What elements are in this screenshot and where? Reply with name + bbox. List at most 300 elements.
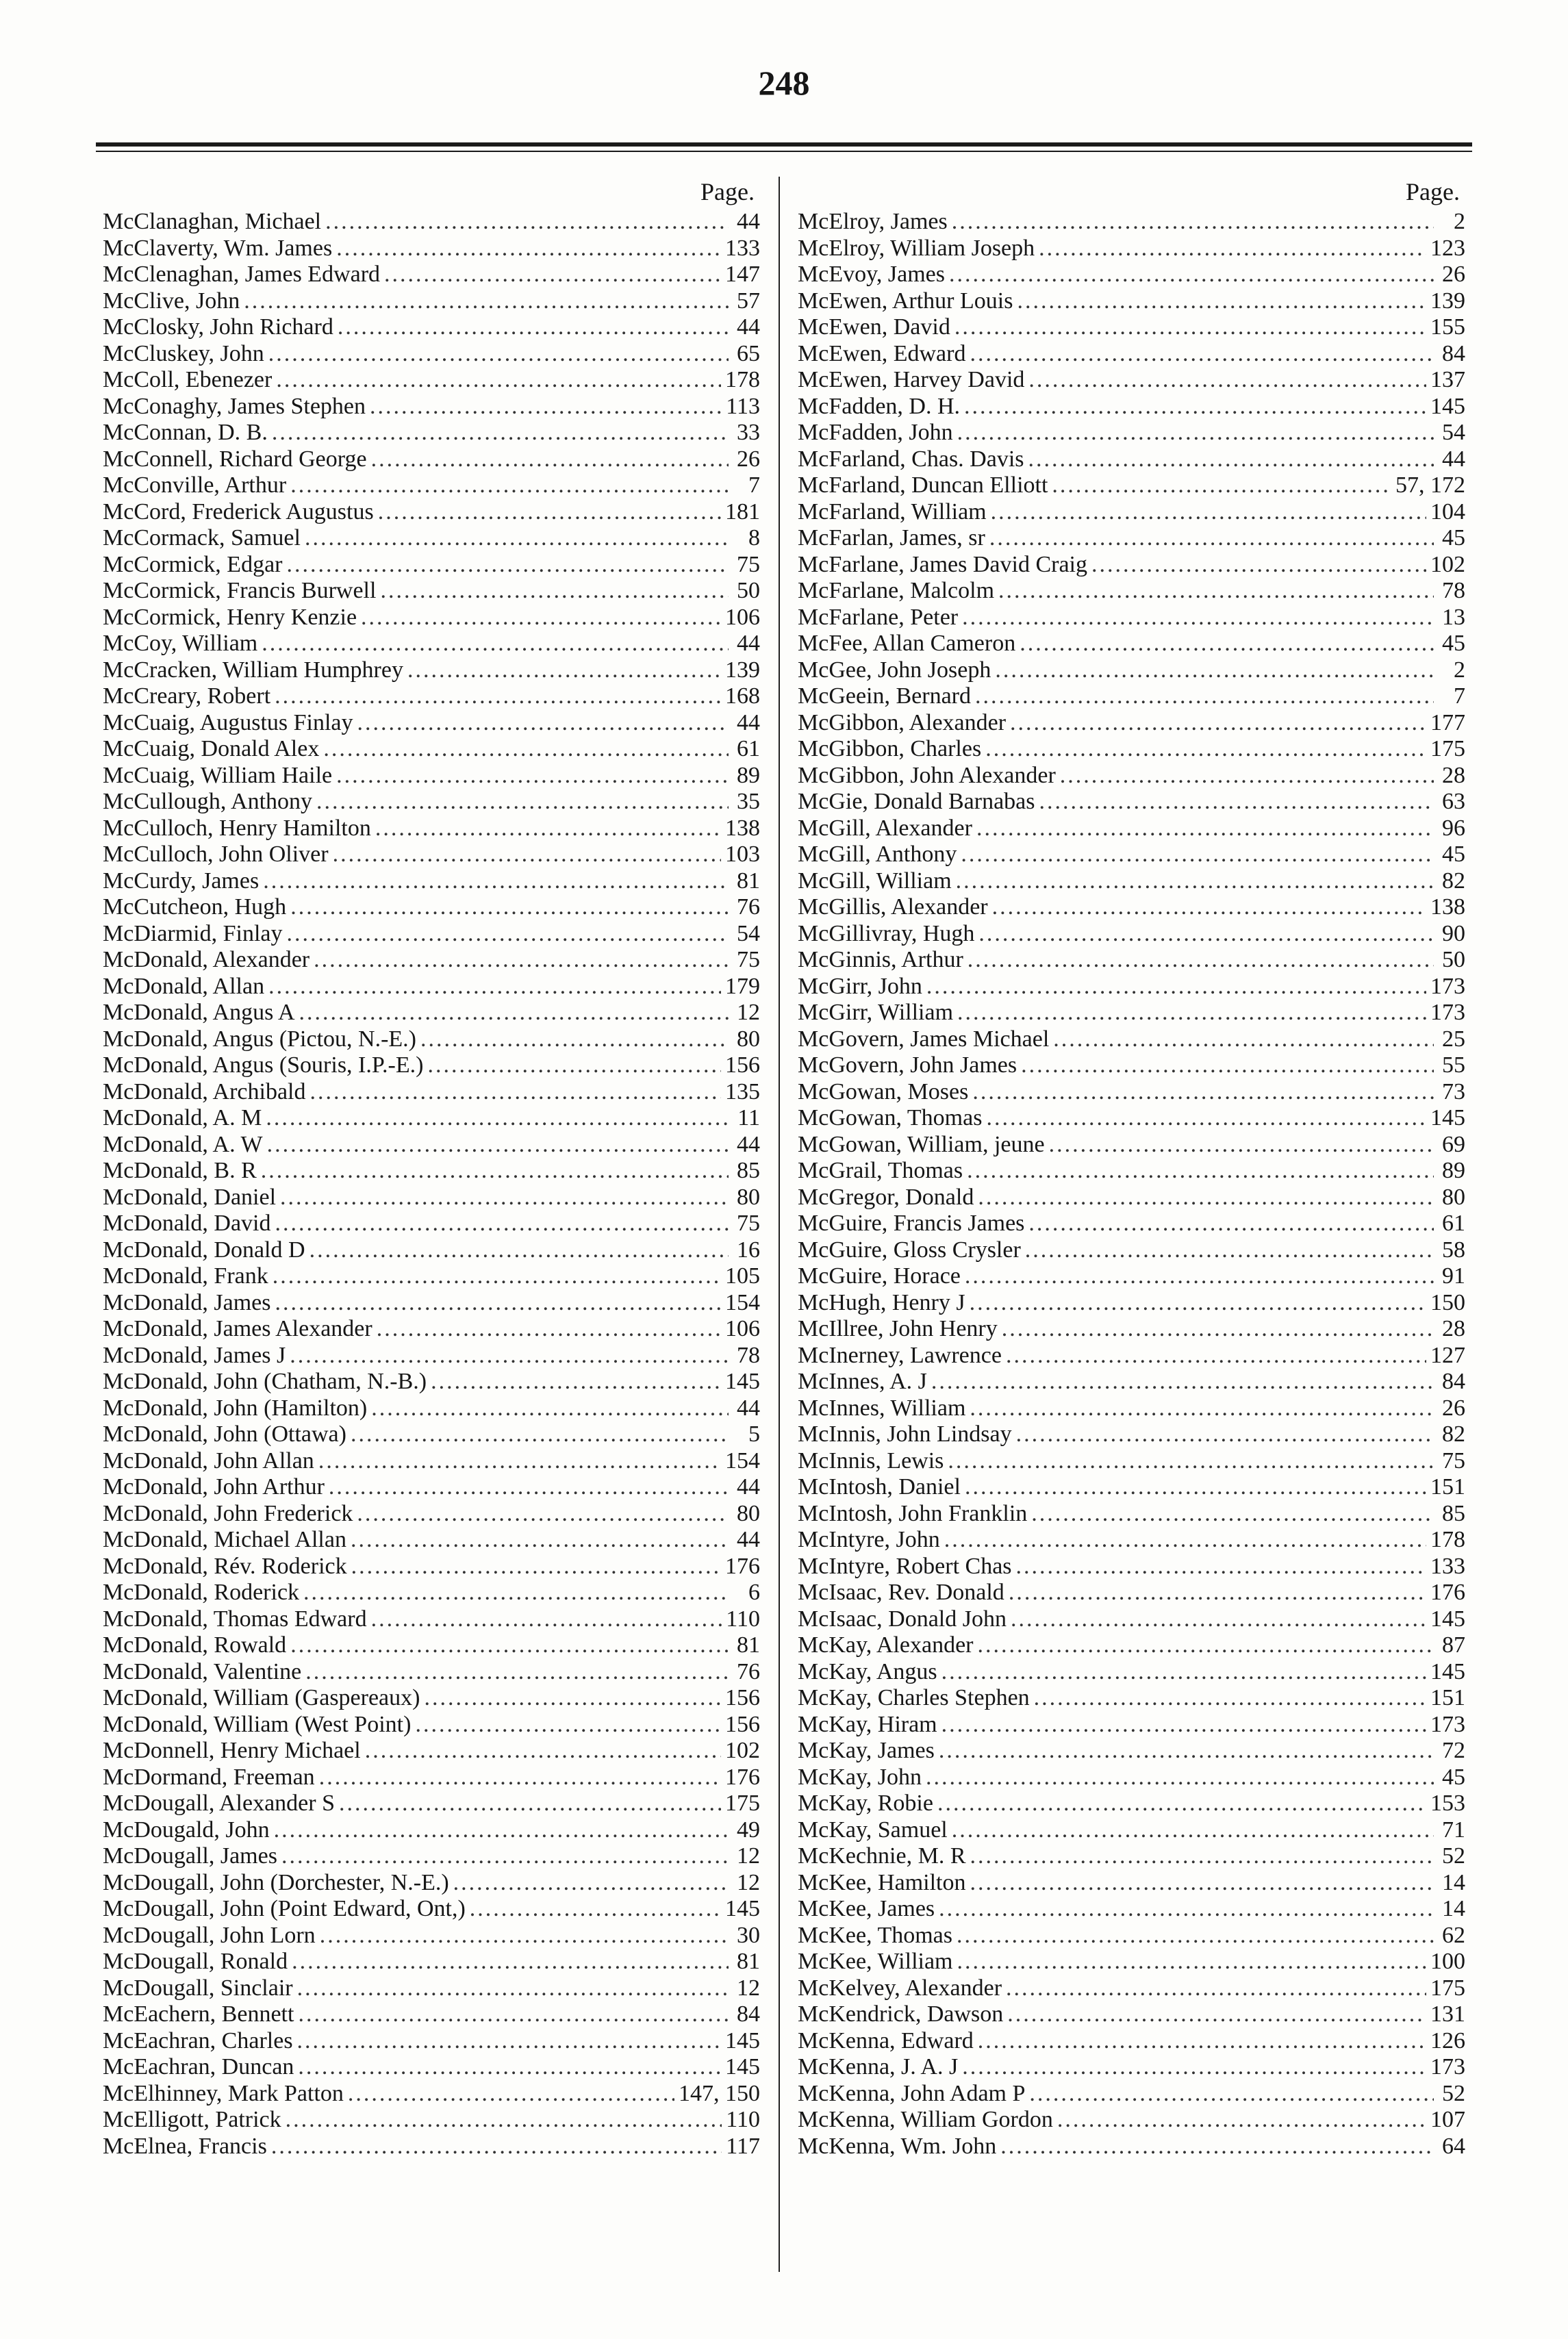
dot-leader [339, 1791, 721, 1817]
entry-name: McDonald, William (West Point) [103, 1711, 412, 1737]
index-entry [103, 1632, 760, 1659]
entry-page: 87 [1442, 1632, 1465, 1658]
entry-page: 106 [725, 604, 760, 630]
entry-name: McConaghy, James Stephen [103, 393, 366, 419]
index-entry [103, 2107, 760, 2134]
entry-page: 26 [1442, 1395, 1465, 1421]
entry-name: McCuaig, Augustus Finlay [103, 709, 353, 735]
entry-name: McKay, Robie [798, 1791, 933, 1816]
dot-leader [274, 1817, 729, 1844]
entry-name: McDonald, John Frederick [103, 1500, 353, 1526]
dot-leader [272, 420, 729, 446]
entry-name: McDonald, John Arthur [103, 1474, 325, 1500]
index-entry [798, 525, 1465, 552]
entry-page: 12 [737, 1975, 760, 2001]
entry-name: McKay, Charles Stephen [798, 1685, 1030, 1710]
entry-page: 175 [1430, 1975, 1465, 2001]
dot-leader [985, 736, 1426, 763]
dot-leader [303, 1580, 729, 1606]
index-entry [103, 1949, 760, 1975]
entry-name: McConville, Arthur [103, 472, 287, 498]
index-entry [798, 1975, 1465, 2002]
entry-name: McFarlan, James, sr [798, 525, 985, 551]
entry-page: 139 [1430, 288, 1465, 314]
index-entry [103, 1211, 760, 1237]
entry-name: McDonald, John (Hamilton) [103, 1395, 368, 1421]
entry-page: 30 [737, 1922, 760, 1948]
index-entry [103, 552, 760, 579]
index-entry [103, 2081, 760, 2108]
entry-page: 44 [737, 314, 760, 340]
index-entry [103, 341, 760, 368]
index-entry [103, 683, 760, 710]
index-entry [103, 894, 760, 921]
index-entry [798, 1659, 1465, 1686]
index-entry [103, 1870, 760, 1897]
index-entry [103, 1554, 760, 1580]
dot-leader [939, 1738, 1434, 1765]
index-entry [798, 947, 1465, 974]
entry-page: 173 [1430, 2054, 1465, 2079]
index-entry [103, 262, 760, 288]
entry-name: McDougall, John (Dorchester, N.-E.) [103, 1869, 449, 1895]
index-entry [798, 209, 1465, 236]
entry-page: 57, 172 [1395, 472, 1465, 498]
index-entry [798, 1791, 1465, 1817]
dot-leader [384, 262, 721, 288]
index-entry [103, 2134, 760, 2160]
entry-name: McKay, Alexander [798, 1632, 974, 1658]
dot-leader [977, 1632, 1434, 1659]
entry-page: 44 [737, 709, 760, 735]
dot-leader [957, 1000, 1426, 1026]
dot-leader [290, 1343, 729, 1369]
entry-page: 178 [725, 367, 760, 392]
entry-name: McKendrick, Dawson [798, 2001, 1004, 2027]
entry-page: 147 [725, 262, 760, 287]
index-entry [798, 1896, 1465, 1923]
index-entry [798, 1632, 1465, 1659]
entry-page: 110 [726, 1606, 760, 1632]
entry-page: 63 [1442, 789, 1465, 814]
index-entry [103, 763, 760, 789]
entry-name: McDonald, Angus A [103, 1000, 295, 1025]
entry-page: 75 [1442, 1447, 1465, 1474]
entry-name: McGeein, Bernard [798, 683, 972, 709]
entry-page: 151 [1430, 1474, 1465, 1500]
entry-name: McEwen, Edward [798, 340, 966, 366]
index-entry [798, 2054, 1465, 2081]
index-entry [798, 1580, 1465, 1606]
entry-name: McGill, Alexander [798, 815, 972, 841]
index-entry [798, 2134, 1465, 2160]
entry-name: McDonald, James Alexander [103, 1316, 372, 1341]
entry-name: McFee, Allan Cameron [798, 631, 1016, 656]
index-entry [103, 1448, 760, 1475]
entry-name: McDougald, John [103, 1817, 270, 1843]
entry-name: McInnis, Lewis [798, 1447, 944, 1474]
entry-page: 44 [737, 1474, 760, 1500]
entry-page: 179 [725, 973, 760, 999]
dot-leader [351, 1554, 721, 1580]
entry-page: 105 [725, 1263, 760, 1289]
entry-page: 181 [725, 498, 760, 524]
dot-leader [427, 1052, 721, 1079]
index-entry [798, 1316, 1465, 1343]
dot-leader [1039, 236, 1426, 262]
index-entry [103, 789, 760, 816]
dot-leader [1025, 1237, 1434, 1264]
entry-page: 28 [1442, 1316, 1465, 1341]
index-entry [798, 1738, 1465, 1765]
entry-page: 84 [1442, 1369, 1465, 1394]
dot-leader [378, 499, 721, 526]
entry-name: McGie, Donald Barnabas [798, 789, 1035, 814]
index-entry [103, 1738, 760, 1765]
dot-leader [275, 1211, 729, 1237]
index-entry [798, 2001, 1465, 2028]
dot-leader [273, 1263, 721, 1290]
dot-leader [267, 1132, 729, 1159]
entry-page: 168 [725, 683, 760, 709]
dot-leader [992, 894, 1426, 921]
index-entry [103, 1395, 760, 1422]
entry-name: McElhinney, Mark Patton [103, 2080, 344, 2106]
entry-page: 80 [1442, 1184, 1465, 1210]
right-entries [798, 209, 1465, 2160]
entry-name: McDonald, Michael Allan [103, 1527, 346, 1552]
index-entry [798, 763, 1465, 789]
entry-name: McKay, Hiram [798, 1711, 937, 1737]
dot-leader [957, 1949, 1427, 1975]
index-entry [103, 1474, 760, 1501]
index-entry [798, 1263, 1465, 1290]
dot-leader [314, 947, 729, 974]
index-entry [798, 1369, 1465, 1395]
dot-leader [962, 2054, 1426, 2081]
dot-leader [276, 367, 721, 394]
dot-leader [1031, 1501, 1434, 1528]
entry-name: McCormack, Samuel [103, 525, 301, 551]
entry-name: McDonald, James [103, 1289, 271, 1315]
index-entry [103, 288, 760, 315]
dot-leader [1006, 1343, 1426, 1369]
index-entry [798, 262, 1465, 288]
dot-leader [262, 631, 729, 657]
dot-leader [1000, 2134, 1434, 2160]
dot-leader [948, 1448, 1434, 1475]
dot-leader [292, 1949, 729, 1975]
index-entry [103, 1843, 760, 1870]
entry-page: 133 [725, 235, 760, 261]
entry-name: McGuire, Gloss Crysler [798, 1237, 1021, 1263]
entry-name: McConnell, Richard George [103, 446, 367, 472]
dot-leader [286, 2107, 722, 2134]
index-entry [798, 1185, 1465, 1211]
entry-page: 178 [1430, 1527, 1465, 1552]
index-entry [798, 1421, 1465, 1448]
dot-leader [944, 1527, 1426, 1554]
dot-leader [287, 921, 729, 948]
dot-leader [424, 1685, 721, 1712]
entry-page: 135 [725, 1078, 760, 1104]
dot-leader [949, 262, 1434, 288]
dot-leader [967, 1158, 1434, 1185]
dot-leader [323, 736, 729, 763]
column-divider [779, 177, 780, 2272]
entry-page: 28 [1442, 762, 1465, 788]
dot-leader [453, 1870, 729, 1897]
dot-leader [941, 1712, 1426, 1739]
entry-page: 45 [1442, 525, 1465, 551]
entry-name: McKee, William [798, 1949, 953, 1974]
index-entry [798, 394, 1465, 420]
dot-leader [978, 2028, 1426, 2055]
dot-leader [970, 341, 1434, 368]
entry-page: 2 [1454, 209, 1465, 234]
entry-name: McKay, James [798, 1738, 935, 1763]
dot-leader [1010, 710, 1426, 737]
entry-page: 131 [1430, 2001, 1465, 2027]
entry-page: 151 [1430, 1685, 1465, 1710]
entry-page: 156 [725, 1685, 760, 1710]
index-entry [103, 394, 760, 420]
entry-name: McHugh, Henry J [798, 1289, 965, 1315]
index-entry [798, 605, 1465, 631]
index-entry [103, 472, 760, 499]
dot-leader [970, 1870, 1434, 1897]
entry-page: 139 [725, 657, 760, 683]
dot-leader [1060, 763, 1434, 789]
page-number: 248 [758, 64, 810, 102]
dot-leader [280, 1185, 729, 1211]
entry-name: McGee, John Joseph [798, 657, 991, 683]
entry-page: 12 [737, 1843, 760, 1869]
entry-page: 145 [1430, 1105, 1465, 1130]
entry-page: 45 [1442, 842, 1465, 867]
dot-leader [281, 1843, 729, 1870]
dot-leader [470, 1896, 721, 1923]
index-entry [798, 314, 1465, 341]
index-entry [798, 1685, 1465, 1712]
entry-page: 145 [725, 2027, 760, 2053]
entry-page: 176 [725, 1553, 760, 1579]
entry-name: McClive, John [103, 288, 240, 314]
entry-name: McColl, Ebenezer [103, 367, 273, 392]
index-entry [798, 894, 1465, 921]
index-entry [103, 2054, 760, 2081]
entry-name: McElroy, William Joseph [798, 235, 1035, 261]
dot-leader [298, 2001, 729, 2028]
entry-page: 50 [1442, 947, 1465, 972]
entry-page: 12 [737, 1869, 760, 1895]
entry-page: 25 [1442, 1026, 1465, 1052]
dot-leader [1007, 2001, 1426, 2028]
dot-leader [989, 525, 1434, 552]
dot-leader [309, 1237, 729, 1264]
index-entry [103, 1237, 760, 1264]
entry-page: 52 [1442, 1843, 1465, 1869]
index-entry [103, 816, 760, 842]
entry-name: McCormick, Edgar [103, 551, 283, 577]
index-entry [798, 446, 1465, 473]
entry-name: McCreary, Robert [103, 683, 271, 709]
index-entry [798, 1052, 1465, 1079]
index-entry [798, 1949, 1465, 1975]
entry-name: McElligott, Patrick [103, 2107, 281, 2132]
index-entry [103, 2001, 760, 2028]
entry-name: McKay, Samuel [798, 1817, 948, 1843]
entry-page: 90 [1442, 920, 1465, 946]
dot-leader [1053, 1026, 1434, 1053]
dot-leader [420, 1026, 729, 1053]
dot-leader [995, 657, 1434, 684]
index-entry [103, 525, 760, 552]
index-entry [103, 1659, 760, 1686]
index-entry [103, 2028, 760, 2055]
entry-page: 72 [1442, 1738, 1465, 1763]
entry-name: McKenna, Wm. John [798, 2133, 997, 2159]
index-entry [103, 842, 760, 868]
index-entry [798, 1079, 1465, 1106]
index-entry [103, 1343, 760, 1369]
entry-name: McGill, Anthony [798, 842, 957, 867]
entry-name: McDormand, Freeman [103, 1764, 315, 1790]
entry-page: 96 [1442, 815, 1465, 841]
index-entry [103, 209, 760, 236]
dot-leader [978, 921, 1434, 948]
entry-page: 7 [1454, 683, 1465, 709]
index-entry [798, 1000, 1465, 1026]
entry-page: 154 [725, 1289, 760, 1315]
entry-name: McCormick, Francis Burwell [103, 578, 377, 603]
entry-name: McGill, William [798, 868, 952, 894]
entry-name: McKechnie, M. R [798, 1843, 966, 1869]
entry-name: McEvoy, James [798, 262, 945, 287]
index-entry [103, 499, 760, 526]
entry-name: McIntyre, Robert Chas [798, 1553, 1012, 1579]
index-entry [798, 578, 1465, 605]
entry-page: 45 [1442, 631, 1465, 656]
entry-page: 123 [1430, 235, 1465, 261]
dot-leader [268, 341, 729, 368]
entry-name: McInerney, Lawrence [798, 1342, 1002, 1368]
dot-leader [305, 525, 729, 552]
dot-leader [338, 314, 729, 341]
dot-leader [319, 1765, 721, 1791]
entry-page: 44 [737, 1131, 760, 1157]
dot-leader [1057, 2107, 1426, 2134]
entry-name: McClosky, John Richard [103, 314, 333, 340]
dot-leader [998, 578, 1434, 605]
dot-leader [271, 2134, 722, 2160]
entry-page: 26 [1442, 262, 1465, 287]
dot-leader [978, 1185, 1434, 1211]
entry-page: 44 [737, 1395, 760, 1421]
dot-leader [1049, 1132, 1434, 1159]
index-entry [103, 947, 760, 974]
entry-name: McDougall, John (Point Edward, Ont,) [103, 1896, 466, 1921]
entry-name: McCutcheon, Hugh [103, 894, 287, 920]
dot-leader [263, 868, 729, 895]
entry-page: 107 [1430, 2107, 1465, 2132]
index-entry [798, 1501, 1465, 1528]
entry-name: McCormick, Henry Kenzie [103, 604, 357, 630]
entry-name: McCoy, William [103, 631, 258, 656]
index-entry [103, 1026, 760, 1053]
index-entry [798, 1817, 1465, 1844]
entry-page: 8 [748, 525, 760, 551]
entry-page: 175 [1430, 736, 1465, 761]
dot-leader [961, 842, 1434, 868]
dot-leader [371, 1395, 729, 1422]
dot-leader [1034, 1685, 1426, 1712]
entry-page: 145 [725, 1896, 760, 1921]
entry-page: 138 [1430, 894, 1465, 920]
right-column [798, 175, 1465, 2160]
index-entry [103, 1527, 760, 1554]
entry-name: McGovern, James Michael [798, 1026, 1050, 1052]
dot-leader [371, 1606, 722, 1633]
index-entry [103, 605, 760, 631]
entry-name: McIllree, John Henry [798, 1316, 998, 1341]
dot-leader [957, 420, 1434, 446]
left-column [103, 175, 760, 2160]
index-entry [798, 736, 1465, 763]
dot-leader [976, 816, 1434, 842]
entry-page: 76 [737, 1658, 760, 1684]
entry-name: McDonald, David [103, 1211, 271, 1236]
dot-leader [1006, 1975, 1426, 2002]
entry-page: 84 [1442, 340, 1465, 366]
dot-leader [991, 499, 1426, 526]
entry-name: McDougall, Sinclair [103, 1975, 293, 2001]
entry-name: McClenaghan, James Edward [103, 262, 381, 287]
entry-page: 5 [748, 1421, 760, 1447]
entry-name: McGirr, William [798, 1000, 954, 1025]
index-entry [798, 288, 1465, 315]
entry-page: 26 [737, 446, 760, 472]
index-entry [798, 472, 1465, 499]
index-entry [103, 1791, 760, 1817]
dot-leader [275, 683, 721, 710]
entry-page: 91 [1442, 1263, 1465, 1289]
entry-page: 175 [725, 1791, 760, 1816]
entry-page: 33 [737, 420, 760, 445]
entry-name: McGillivray, Hugh [798, 920, 975, 946]
dot-leader [1016, 1554, 1426, 1580]
dot-leader [297, 1975, 729, 2002]
index-entry [103, 1421, 760, 1448]
dot-leader [357, 1501, 729, 1528]
entry-name: McGibbon, Alexander [798, 709, 1007, 735]
dot-leader [275, 1290, 721, 1317]
entry-name: McInnes, William [798, 1395, 966, 1421]
index-entry [103, 736, 760, 763]
entry-name: McKenna, William Gordon [798, 2107, 1053, 2132]
entry-name: McDonald, Donald D [103, 1237, 305, 1263]
entry-page: 12 [737, 1000, 760, 1025]
left-entries [103, 209, 760, 2160]
index-entry [103, 1606, 760, 1633]
entry-page: 44 [1442, 446, 1465, 472]
entry-name: McCuaig, William Haile [103, 762, 333, 788]
entry-name: McCracken, William Humphrey [103, 657, 403, 683]
entry-page: 44 [737, 209, 760, 234]
dot-leader [1028, 367, 1426, 394]
dot-leader [415, 1712, 721, 1739]
index-entry [103, 1712, 760, 1739]
